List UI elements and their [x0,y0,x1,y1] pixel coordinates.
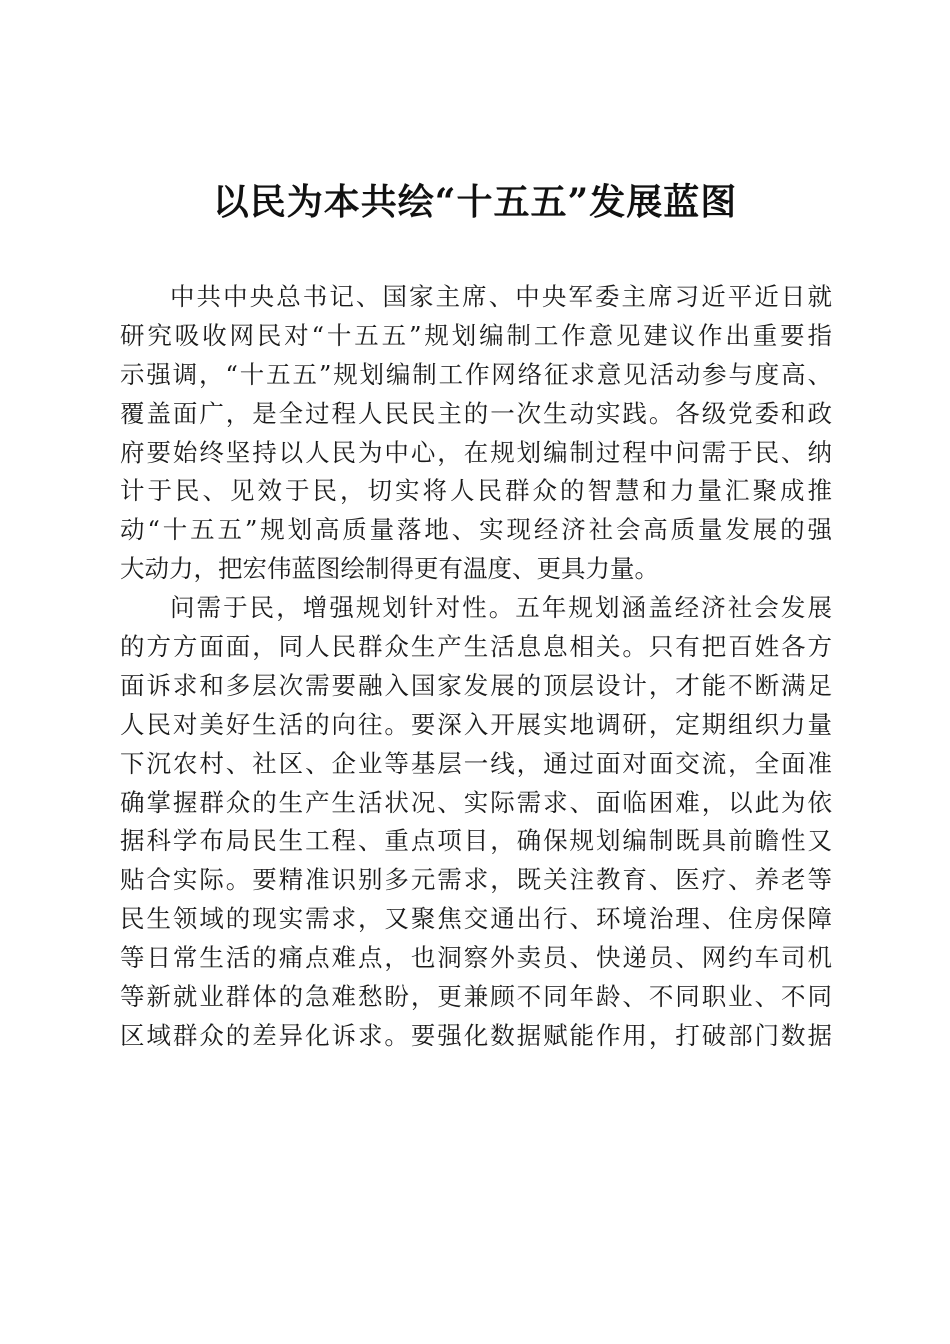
paragraph-1-line-6: 计于民、见效于民，切实将人民群众的智慧和力量汇聚成推 [120,476,832,506]
paragraph-1-line-1: 中共中央总书记、国家主席、中央军委主席习近平近日就 [170,282,832,311]
paragraph-1-line-4: 覆盖面广，是全过程人民民主的一次生动实践。各级党委和政 [120,398,832,428]
paragraph-2-line-8: 贴合实际。要精准识别多元需求，既关注教育、医疗、养老等 [120,865,832,895]
paragraph-2-line-12: 区域群众的差异化诉求。要强化数据赋能作用，打破部门数据 [120,1020,832,1050]
paragraph-2-line-5: 下沉农村、社区、企业等基层一线，通过面对面交流，全面准 [120,748,832,778]
paragraph-2-line-9: 民生领域的现实需求，又聚焦交通出行、环境治理、住房保障 [120,904,832,934]
paragraph-2-line-7: 据科学布局民生工程、重点项目，确保规划编制既具前瞻性又 [120,826,832,856]
paragraph-1-line-5: 府要始终坚持以人民为中心，在规划编制过程中问需于民、纳 [120,437,832,467]
paragraph-2-line-10: 等日常生活的痛点难点，也洞察外卖员、快递员、网约车司机 [120,943,832,973]
paragraph-2-line-2: 的方方面面，同人民群众生产生活息息相关。只有把百姓各方 [120,632,832,662]
paragraph-2-line-4: 人民对美好生活的向往。要深入开展实地调研，定期组织力量 [120,709,832,739]
paragraph-1-line-7: 动“十五五”规划高质量落地、实现经济社会高质量发展的强 [120,515,832,545]
paragraph-2-line-3: 面诉求和多层次需要融入国家发展的顶层设计，才能不断满足 [120,670,832,700]
paragraph-2-line-1: 问需于民，增强规划针对性。五年规划涵盖经济社会发展 [170,593,832,623]
document-body [120,278,832,1056]
paragraph-1-line-3: 示强调，“十五五”规划编制工作网络征求意见活动参与度高、 [120,359,832,389]
paragraph-2-line-11: 等新就业群体的急难愁盼，更兼顾不同年龄、不同职业、不同 [120,982,832,1012]
paragraph-1-line-8: 大动力，把宏伟蓝图绘制得更有温度、更具力量。 [120,554,659,584]
paragraph-2-line-6: 确掌握群众的生产生活状况、实际需求、面临困难，以此为依 [120,787,832,817]
document-title: 以民为本共绘“十五五”发展蓝图 [212,181,738,223]
paragraph-1-line-2: 研究吸收网民对“十五五”规划编制工作意见建议作出重要指 [120,320,832,350]
